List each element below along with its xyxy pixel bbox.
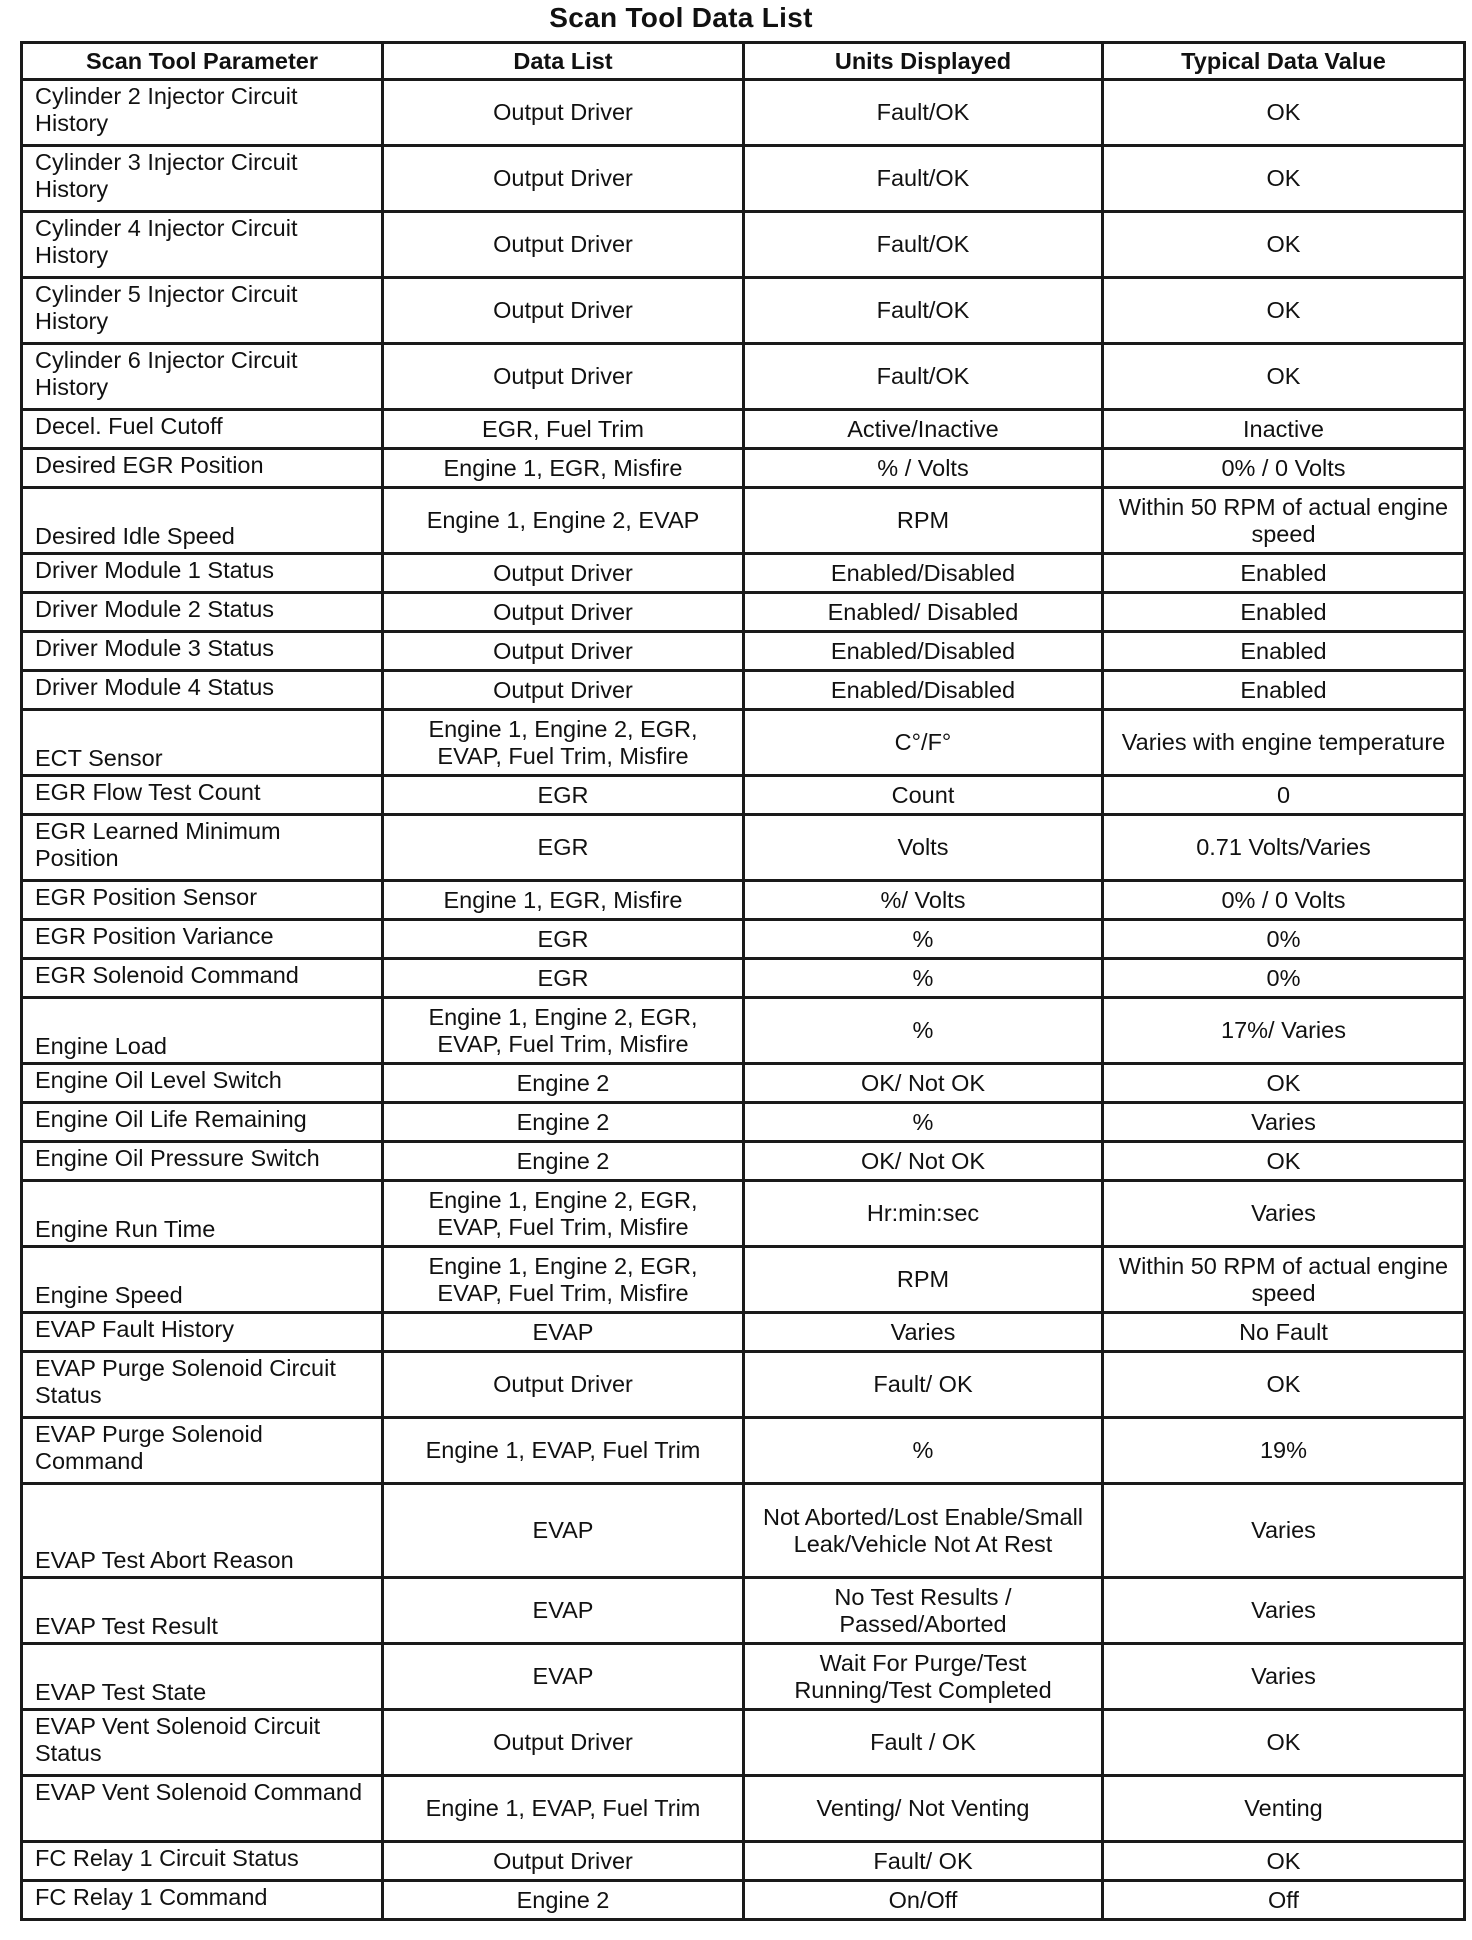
cell-parameter: Engine Oil Level Switch — [22, 1064, 383, 1103]
cell-data-list: Engine 1, Engine 2, EGR, EVAP, Fuel Trim, Misfire — [383, 1181, 744, 1247]
cell-data-list: EVAP — [383, 1578, 744, 1644]
cell-units: Enabled/Disabled — [744, 671, 1103, 710]
cell-units: Count — [744, 776, 1103, 815]
cell-units: Volts — [744, 815, 1103, 881]
cell-units: % / Volts — [744, 449, 1103, 488]
cell-typical-value: OK — [1103, 1352, 1465, 1418]
cell-typical-value: OK — [1103, 1842, 1465, 1881]
cell-parameter: EGR Solenoid Command — [22, 959, 383, 998]
cell-parameter: EVAP Fault History — [22, 1313, 383, 1352]
table-row — [22, 488, 1465, 554]
cell-data-list: EGR, Fuel Trim — [383, 410, 744, 449]
table-row — [22, 449, 1465, 488]
cell-data-list: Engine 2 — [383, 1142, 744, 1181]
cell-units: % — [744, 959, 1103, 998]
cell-data-list: Engine 1, Engine 2, EVAP — [383, 488, 744, 554]
cell-typical-value: Varies with engine temperature — [1103, 710, 1465, 776]
cell-units: No Test Results / Passed/Aborted — [744, 1578, 1103, 1644]
cell-units: Active/Inactive — [744, 410, 1103, 449]
cell-data-list: Output Driver — [383, 80, 744, 146]
cell-parameter: Cylinder 4 Injector Circuit History — [22, 212, 383, 278]
table-row — [22, 1103, 1465, 1142]
cell-units: Hr:min:sec — [744, 1181, 1103, 1247]
cell-parameter: Engine Load — [22, 998, 383, 1064]
column-header-units: Units Displayed — [744, 43, 1103, 80]
cell-units: Not Aborted/Lost Enable/Small Leak/Vehicle Not At Rest — [744, 1484, 1103, 1578]
cell-typical-value: OK — [1103, 146, 1465, 212]
cell-parameter: Cylinder 2 Injector Circuit History — [22, 80, 383, 146]
cell-typical-value: 17%/ Varies — [1103, 998, 1465, 1064]
table-row — [22, 80, 1465, 146]
cell-typical-value: OK — [1103, 212, 1465, 278]
cell-typical-value: 0% / 0 Volts — [1103, 881, 1465, 920]
cell-data-list: Output Driver — [383, 278, 744, 344]
table-row — [22, 1418, 1465, 1484]
cell-typical-value: Enabled — [1103, 671, 1465, 710]
cell-parameter: Engine Oil Life Remaining — [22, 1103, 383, 1142]
cell-parameter: Desired Idle Speed — [22, 488, 383, 554]
cell-typical-value: Enabled — [1103, 632, 1465, 671]
table-row — [22, 710, 1465, 776]
cell-parameter: Driver Module 1 Status — [22, 554, 383, 593]
cell-data-list: EGR — [383, 959, 744, 998]
table-row — [22, 671, 1465, 710]
cell-parameter: Driver Module 4 Status — [22, 671, 383, 710]
cell-typical-value: Varies — [1103, 1644, 1465, 1710]
cell-data-list: Engine 1, EVAP, Fuel Trim — [383, 1776, 744, 1842]
cell-data-list: EGR — [383, 920, 744, 959]
cell-parameter: EVAP Purge Solenoid Command — [22, 1418, 383, 1484]
table-row — [22, 344, 1465, 410]
cell-typical-value: OK — [1103, 278, 1465, 344]
cell-data-list: Output Driver — [383, 1842, 744, 1881]
cell-parameter: EVAP Test Result — [22, 1578, 383, 1644]
cell-parameter: Cylinder 5 Injector Circuit History — [22, 278, 383, 344]
cell-units: Enabled/Disabled — [744, 554, 1103, 593]
table-row — [22, 1644, 1465, 1710]
table-row — [22, 146, 1465, 212]
cell-data-list: Output Driver — [383, 1352, 744, 1418]
cell-units: Fault / OK — [744, 1710, 1103, 1776]
table-row — [22, 881, 1465, 920]
cell-data-list: EVAP — [383, 1484, 744, 1578]
cell-data-list: EVAP — [383, 1313, 744, 1352]
cell-units: RPM — [744, 488, 1103, 554]
table-header-row — [22, 43, 1465, 80]
table-row — [22, 1578, 1465, 1644]
cell-typical-value: Varies — [1103, 1103, 1465, 1142]
table-row — [22, 410, 1465, 449]
table-row — [22, 632, 1465, 671]
cell-typical-value: Varies — [1103, 1181, 1465, 1247]
table-row — [22, 1352, 1465, 1418]
table-row — [22, 920, 1465, 959]
cell-parameter: EGR Learned Minimum Position — [22, 815, 383, 881]
column-header-parameter: Scan Tool Parameter — [22, 43, 383, 80]
cell-typical-value: Off — [1103, 1881, 1465, 1920]
cell-units: Fault/OK — [744, 146, 1103, 212]
cell-data-list: Output Driver — [383, 344, 744, 410]
cell-units: Enabled/Disabled — [744, 632, 1103, 671]
cell-units: % — [744, 998, 1103, 1064]
cell-data-list: EGR — [383, 815, 744, 881]
cell-data-list: EVAP — [383, 1644, 744, 1710]
cell-data-list: Engine 1, Engine 2, EGR, EVAP, Fuel Trim, Misfire — [383, 710, 744, 776]
cell-parameter: EGR Position Sensor — [22, 881, 383, 920]
cell-parameter: Cylinder 3 Injector Circuit History — [22, 146, 383, 212]
cell-parameter: EVAP Vent Solenoid Circuit Status — [22, 1710, 383, 1776]
cell-typical-value: Enabled — [1103, 554, 1465, 593]
cell-data-list: Output Driver — [383, 632, 744, 671]
table-row — [22, 1064, 1465, 1103]
cell-data-list: Engine 1, EGR, Misfire — [383, 449, 744, 488]
cell-units: Fault/ OK — [744, 1842, 1103, 1881]
cell-units: C°/F° — [744, 710, 1103, 776]
cell-units: % — [744, 920, 1103, 959]
cell-units: Fault/OK — [744, 278, 1103, 344]
cell-typical-value: Varies — [1103, 1578, 1465, 1644]
cell-typical-value: No Fault — [1103, 1313, 1465, 1352]
cell-units: %/ Volts — [744, 881, 1103, 920]
table-row — [22, 1881, 1465, 1920]
cell-units: On/Off — [744, 1881, 1103, 1920]
cell-units: Fault/OK — [744, 212, 1103, 278]
cell-parameter: EGR Position Variance — [22, 920, 383, 959]
table-row — [22, 278, 1465, 344]
cell-typical-value: OK — [1103, 1064, 1465, 1103]
table-row — [22, 1776, 1465, 1842]
cell-units: Venting/ Not Venting — [744, 1776, 1103, 1842]
cell-typical-value: 0% — [1103, 920, 1465, 959]
cell-typical-value: Within 50 RPM of actual engine speed — [1103, 1247, 1465, 1313]
cell-parameter: EVAP Test State — [22, 1644, 383, 1710]
cell-data-list: Engine 1, Engine 2, EGR, EVAP, Fuel Trim, Misfire — [383, 998, 744, 1064]
cell-typical-value: 19% — [1103, 1418, 1465, 1484]
cell-typical-value: OK — [1103, 1142, 1465, 1181]
table-row — [22, 554, 1465, 593]
table-row — [22, 1142, 1465, 1181]
cell-units: Fault/ OK — [744, 1352, 1103, 1418]
cell-data-list: Engine 1, EGR, Misfire — [383, 881, 744, 920]
table-row — [22, 1181, 1465, 1247]
cell-data-list: Engine 2 — [383, 1103, 744, 1142]
table-row — [22, 1313, 1465, 1352]
cell-units: RPM — [744, 1247, 1103, 1313]
table-row — [22, 1842, 1465, 1881]
table-row — [22, 998, 1465, 1064]
cell-parameter: Engine Oil Pressure Switch — [22, 1142, 383, 1181]
table-row — [22, 776, 1465, 815]
cell-data-list: Output Driver — [383, 212, 744, 278]
cell-parameter: FC Relay 1 Circuit Status — [22, 1842, 383, 1881]
cell-typical-value: OK — [1103, 80, 1465, 146]
cell-parameter: EVAP Vent Solenoid Command — [22, 1776, 383, 1842]
cell-typical-value: Varies — [1103, 1484, 1465, 1578]
cell-data-list: Engine 1, Engine 2, EGR, EVAP, Fuel Trim, Misfire — [383, 1247, 744, 1313]
cell-parameter: Cylinder 6 Injector Circuit History — [22, 344, 383, 410]
cell-units: Wait For Purge/Test Running/Test Completed — [744, 1644, 1103, 1710]
cell-typical-value: 0 — [1103, 776, 1465, 815]
cell-typical-value: OK — [1103, 1710, 1465, 1776]
cell-typical-value: Venting — [1103, 1776, 1465, 1842]
cell-units: Enabled/ Disabled — [744, 593, 1103, 632]
cell-parameter: EVAP Purge Solenoid Circuit Status — [22, 1352, 383, 1418]
cell-units: Fault/OK — [744, 344, 1103, 410]
table-row — [22, 212, 1465, 278]
table-row — [22, 1484, 1465, 1578]
table-row — [22, 815, 1465, 881]
cell-data-list: EGR — [383, 776, 744, 815]
cell-units: % — [744, 1103, 1103, 1142]
cell-data-list: Engine 2 — [383, 1881, 744, 1920]
cell-typical-value: 0% / 0 Volts — [1103, 449, 1465, 488]
cell-data-list: Output Driver — [383, 593, 744, 632]
cell-parameter: EVAP Test Abort Reason — [22, 1484, 383, 1578]
page-title: Scan Tool Data List — [549, 2, 813, 33]
cell-typical-value: Within 50 RPM of actual engine speed — [1103, 488, 1465, 554]
column-header-typical-value: Typical Data Value — [1103, 43, 1465, 80]
cell-typical-value: Inactive — [1103, 410, 1465, 449]
cell-parameter: EGR Flow Test Count — [22, 776, 383, 815]
table-row — [22, 593, 1465, 632]
cell-parameter: Driver Module 3 Status — [22, 632, 383, 671]
cell-typical-value: OK — [1103, 344, 1465, 410]
cell-units: OK/ Not OK — [744, 1064, 1103, 1103]
cell-units: % — [744, 1418, 1103, 1484]
table-row — [22, 959, 1465, 998]
cell-data-list: Output Driver — [383, 554, 744, 593]
cell-typical-value: Enabled — [1103, 593, 1465, 632]
cell-parameter: Decel. Fuel Cutoff — [22, 410, 383, 449]
table-row — [22, 1247, 1465, 1313]
cell-parameter: Desired EGR Position — [22, 449, 383, 488]
cell-parameter: Engine Run Time — [22, 1181, 383, 1247]
column-header-data-list: Data List — [383, 43, 744, 80]
cell-parameter: ECT Sensor — [22, 710, 383, 776]
cell-data-list: Engine 1, EVAP, Fuel Trim — [383, 1418, 744, 1484]
cell-parameter: Driver Module 2 Status — [22, 593, 383, 632]
cell-typical-value: 0.71 Volts/Varies — [1103, 815, 1465, 881]
cell-data-list: Output Driver — [383, 671, 744, 710]
cell-data-list: Output Driver — [383, 146, 744, 212]
cell-data-list: Output Driver — [383, 1710, 744, 1776]
cell-units: OK/ Not OK — [744, 1142, 1103, 1181]
cell-units: Fault/OK — [744, 80, 1103, 146]
cell-parameter: Engine Speed — [22, 1247, 383, 1313]
scan-tool-data-table — [20, 41, 1466, 1921]
cell-parameter: FC Relay 1 Command — [22, 1881, 383, 1920]
cell-typical-value: 0% — [1103, 959, 1465, 998]
table-row — [22, 1710, 1465, 1776]
cell-data-list: Engine 2 — [383, 1064, 744, 1103]
cell-units: Varies — [744, 1313, 1103, 1352]
